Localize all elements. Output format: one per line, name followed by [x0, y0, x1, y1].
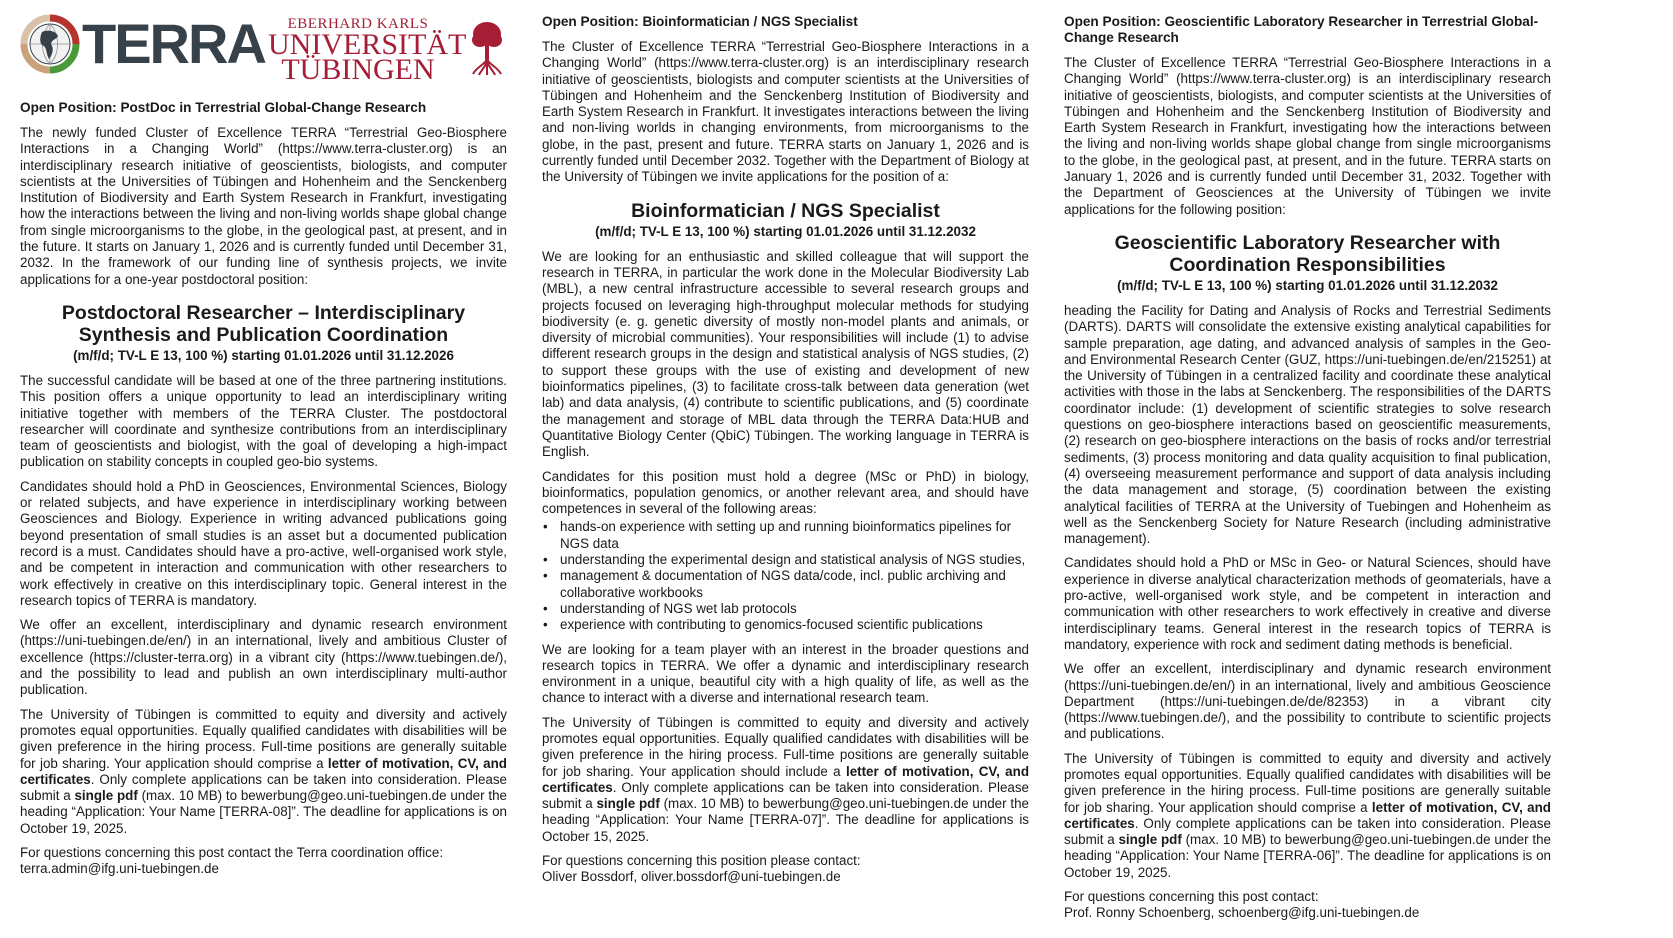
bold-text: letter of motivation, CV, and certificates [1064, 799, 1551, 831]
bold-text: letter of motivation, CV, and certificates [20, 755, 507, 787]
uni-name-line2: UNIVERSITÄT [268, 28, 467, 61]
position-terms: (m/f/d; TV-L E 13, 100 %) starting 01.01.2026 until 31.12.2032 [595, 223, 976, 239]
text: The University of Tübingen is committed to equity and diversity and actively promotes equal opportunities. Equally qualified candidates with disabilities will be given preference in the hiring process. Full-time positions are generally suitable for job sharing. Your application should comprise a [20, 706, 507, 771]
position-title: Postdoctoral Researcher – Interdisciplinary Synthesis and Publication Coordination [61, 301, 466, 346]
contact-label: For questions concerning this position please contact: [542, 853, 861, 869]
contact-block [542, 853, 1029, 886]
body-paragraph: Candidates should hold a PhD in Geosciences, Environmental Sciences, Biology or related subjects, and have experience in interdisciplinary working between Geosciences and Biology. Experience in writing advanced publications going beyond presentation of small studies is an asset but a documented publication record is a must. Candidates should have a pro-active, well-organised work style, and be competent in interaction and communication with other researchers to work effectively in creative on this interdisciplinary topic. General interest in the research topics of TERRA is mandatory. [20, 478, 507, 608]
posting-postdoc [20, 0, 507, 878]
body-paragraph: We are looking for an enthusiastic and skilled colleague that will support the research in TERRA, in particular the work done in the Molecular Biodiversity Lab (MBL), a new central infrastructure accessible to several research groups and projects focused on leveraging high-throughput molecular methods for studying biodiversity (e. g. genetic diversity of mostly non-model plants and animals, or diversity of microbial communities). Your responsibilities will include (1) to advise different research groups in the design and statistical analysis of NGS studies, (2) to support these groups with the use of existing and development of new bioinformatics pipelines, (3) to facilitate cross-talk between data generation (wet lab) and data analysis, (4) contribute to scientific publications, and (5) coordinate the management and storage of MBL data through the TERRA Data:HUB and Quantitative Biology Center (QbiC) Tübingen. The working language in TERRA is English. [542, 248, 1029, 460]
contact-label: For questions concerning this post contact the Terra coordination office: [20, 844, 444, 860]
palm-tree-icon [470, 20, 504, 76]
intro-paragraph: The Cluster of Excellence TERRA “Terrestrial Geo-Biosphere Interactions in a Changing World” (https://www.terra-cluster.org) is an interdisciplinary research initiative of geoscientists, biologists and computer scientists at the Universities of Tübingen and Hohenheim and the Senckenberg Institution of Biodiversity and Earth System Research in Frankfurt. It investigates interactions between the living and non-living worlds in changing environments, from microorganisms to the globe, in the past, present and future. TERRA starts on January 1, 2026 and is currently funded until December 2032. Together with the Department of Biology at the University of Tübingen we invite applications for the position of a: [542, 39, 1029, 185]
contact-email[interactable]: terra.admin@ifg.uni-tuebingen.de [20, 861, 219, 877]
text: (max. 10 MB) to bewerbung@geo.uni-tuebingen.de under the heading “Application: Your Name [TERRA-06]”. The deadline for applications is on October 19, 2025. [1064, 832, 1551, 880]
contact-email[interactable]: Oliver Bossdorf, oliver.bossdorf@uni-tuebingen.de [542, 869, 841, 885]
uni-name-line1: EBERHARD KARLS [287, 16, 429, 32]
body-paragraph: The successful candidate will be based at one of the three partnering institutions. This position offers a unique opportunity to lead an interdisciplinary writing initiative together with members of the TERRA Cluster. The postdoctoral researcher will coordinate and synthesize contributions from an interdisciplinary team of geoscientists and biologist, with the goal of developing a high-impact publication on stability concepts in coupled geo-bio systems. [20, 372, 507, 470]
position-title: Geoscientific Laboratory Researcher with Coordination Responsibilities [1114, 231, 1501, 276]
intro-paragraph: The Cluster of Excellence TERRA “Terrestrial Geo-Biosphere Interactions in a Changing World” (https://www.terra-cluster.org) is an interdisciplinary research initiative of geoscientists, biologists, and computer scientists at the Universities of Tübingen and Hohenheim and the Senckenberg Institution of Biodiversity and Earth System Research in Frankfurt, investigating how the interactions between the living and non-living worlds shape global change from single microorganisms to the globe, in the geological past, at present, and in the future. TERRA starts on January 1, 2026 and is currently funded until December 31, 2032. Together with the Department of Geosciences at the University of Tübingen we invite applications for the following position: [1064, 55, 1551, 217]
contact-block [1064, 889, 1551, 922]
open-position-title: Open Position: Bioinformatician / NGS Specialist [542, 14, 858, 29]
bold-text: single pdf [596, 796, 660, 812]
equity-application-paragraph [1064, 751, 1551, 881]
list-item: • understanding the experimental design and statistical analysis of NGS studies, [560, 552, 1029, 568]
bold-text: single pdf [74, 788, 138, 804]
contact-email[interactable]: Prof. Ronny Schoenberg, schoenberg@ifg.uni-tuebingen.de [1064, 905, 1420, 921]
position-terms: (m/f/d; TV-L E 13, 100 %) starting 01.01.2026 until 31.12.2026 [73, 347, 454, 363]
body-paragraph: We offer an excellent, interdisciplinary and dynamic research environment (https://uni-tuebingen.de/en/) in an international, lively and ambitious Geoscience Department (https://uni-tuebingen.de/de/82353) in a vibrant city (https://www.tuebingen.de/), and the possibility to contribute to scientific projects and publications. [1064, 661, 1551, 742]
university-logo [268, 16, 467, 86]
text: . Only complete applications can be taken into consideration. Please submit a [20, 771, 507, 804]
posting-bioinformatician [542, 0, 1029, 886]
contact-label: For questions concerning this post contact: [1064, 889, 1319, 905]
list-item: • hands-on experience with setting up and running bioinformatics pipelines for NGS data [560, 519, 1029, 552]
text: (max. 10 MB) to bewerbung@geo.uni-tuebingen.de under the heading “Application: Your Name [TERRA-07]”. The deadline for applications is October 15, 2025. [542, 796, 1029, 844]
body-paragraph: We offer an excellent, interdisciplinary and dynamic research environment (https://uni-tuebingen.de/en/) in an international, lively and ambitious Cluster of excellence (https://cluster-terra.org) in a vibrant city (https://www.tuebingen.de/), and the possibility to lead and publish an own interdisciplinary multi-author publication. [20, 617, 507, 698]
body-paragraph: Candidates should hold a PhD or MSc in Geo- or Natural Sciences, should have experience in diverse analytical characterization methods of geomaterials, have a pro-active, well-organised work style, and be competent in interaction and communication with other researchers to work effectively in creative and diverse interdisciplinary teams. General interest in the research topics of TERRA is mandatory, experience with rock and sediment dating methods is beneficial. [1064, 555, 1551, 652]
open-position-title: Open Position: Geoscientific Laboratory Researcher in Terrestrial Global-Change Research [1064, 14, 1539, 45]
bold-text: letter of motivation, CV, and certificates [542, 763, 1029, 795]
intro-paragraph: The newly funded Cluster of Excellence TERRA “Terrestrial Geo-Biosphere Interactions in a Changing World” (https://www.terra-cluster.org) is an interdisciplinary research initiative of geoscientists, biologists, and computer scientists at the Universities of Tübingen and Hohenheim and the Senckenberg Institution of Biodiversity and Earth System Research in Frankfurt, investigating how the interactions between the living and non-living worlds shape global change from single microorganisms to the globe, in the geological past, at present, and in the future. It starts on January 1, 2026 and is currently funded until December 31, 2032. In the framework of our funding line of synthesis projects, we invite applications for a one-year postdoctoral position: [20, 125, 507, 287]
list-item: • management & documentation of NGS data/code, incl. public archiving and collaborative workbooks [560, 568, 1029, 601]
text: . Only complete applications can be taken into consideration. Please submit a [542, 779, 1029, 812]
text: . Only complete applications can be taken into consideration. Please submit a [1064, 815, 1551, 848]
uni-name-line3: TÜBINGEN [281, 53, 435, 86]
text: The University of Tübingen is committed to equity and diversity and actively promotes equal opportunities. Equally qualified candidates with disabilities will be given preference in the hiring process. Full-time positions are generally suitable for job sharing. Your application should comprise a [1064, 750, 1551, 815]
bold-text: single pdf [1118, 832, 1182, 848]
body-paragraph: heading the Facility for Dating and Analysis of Rocks and Terrestrial Sediments (DARTS). DARTS will consolidate the extensive existing analytical capabilities for sample preparation, age dating, and advanced analysis of samples in the Geo- and Environmental Research Center (GUZ, https://uni-tuebingen.de/en/215251) at the University of Tübingen in a centralized facility and coordinate these analytical activities with those in the labs at Senckenberg. The responsibilities of the DARTS coordinator include: (1) development of scientific strategies to solve research questions on geo-biosphere interactions based on geoscientific measurements, (2) research on geo-biosphere interactions on the basis of rocks and/or terrestrial sediments, (3) process monitoring and data quality acquisition to final publication, (4) overseeing measurement performance and support of data analysis including the data management and storage, (5) coordination between the existing analytical facilities of TERRA at the University of Tuebingen and Hohenheim as well as the Senckenberg Society for Nature Research (including administrative management). [1064, 302, 1551, 547]
list-item: • experience with contributing to genomics-focused scientific publications [560, 617, 1029, 633]
body-paragraph: Candidates for this position must hold a degree (MSc or PhD) in biology, bioinformatics, population genomics, or another relevant area, and should have competences in several of the following areas: [542, 468, 1029, 517]
text: (max. 10 MB) to bewerbung@geo.uni-tuebingen.de under the heading “Application: Your Name [TERRA-08]”. The deadline for applications is on October 19, 2025. [20, 788, 507, 836]
equity-application-paragraph [542, 715, 1029, 845]
terra-logo-text: TERRA [82, 12, 265, 75]
equity-application-paragraph [20, 707, 507, 837]
competence-list [542, 519, 1029, 633]
contact-block [20, 845, 507, 878]
position-title: Bioinformatician / NGS Specialist [631, 199, 940, 222]
globe-icon [20, 14, 80, 74]
open-position-title: Open Position: PostDoc in Terrestrial Global-Change Research [20, 100, 427, 115]
body-paragraph: We are looking for a team player with an interest in the broader questions and research topics in TERRA. We offer a dynamic and interdisciplinary research environment in a unique, beautiful city with a high quality of life, as well as the chance to interact with a diverse and international research team. [542, 641, 1029, 706]
header-logos [20, 0, 507, 100]
position-terms: (m/f/d; TV-L E 13, 100 %) starting 01.01.2026 until 31.12.2032 [1117, 277, 1498, 293]
text: The University of Tübingen is committed to equity and diversity and actively promotes equal opportunities. Equally qualified candidates with disabilities will be given preference in the hiring process. Full-time positions are generally suitable for job sharing. Your application should include a [542, 714, 1029, 779]
posting-geoscientific-lab [1064, 0, 1551, 922]
terra-logo [20, 14, 265, 74]
list-item: • understanding of NGS wet lab protocols [560, 601, 1029, 617]
